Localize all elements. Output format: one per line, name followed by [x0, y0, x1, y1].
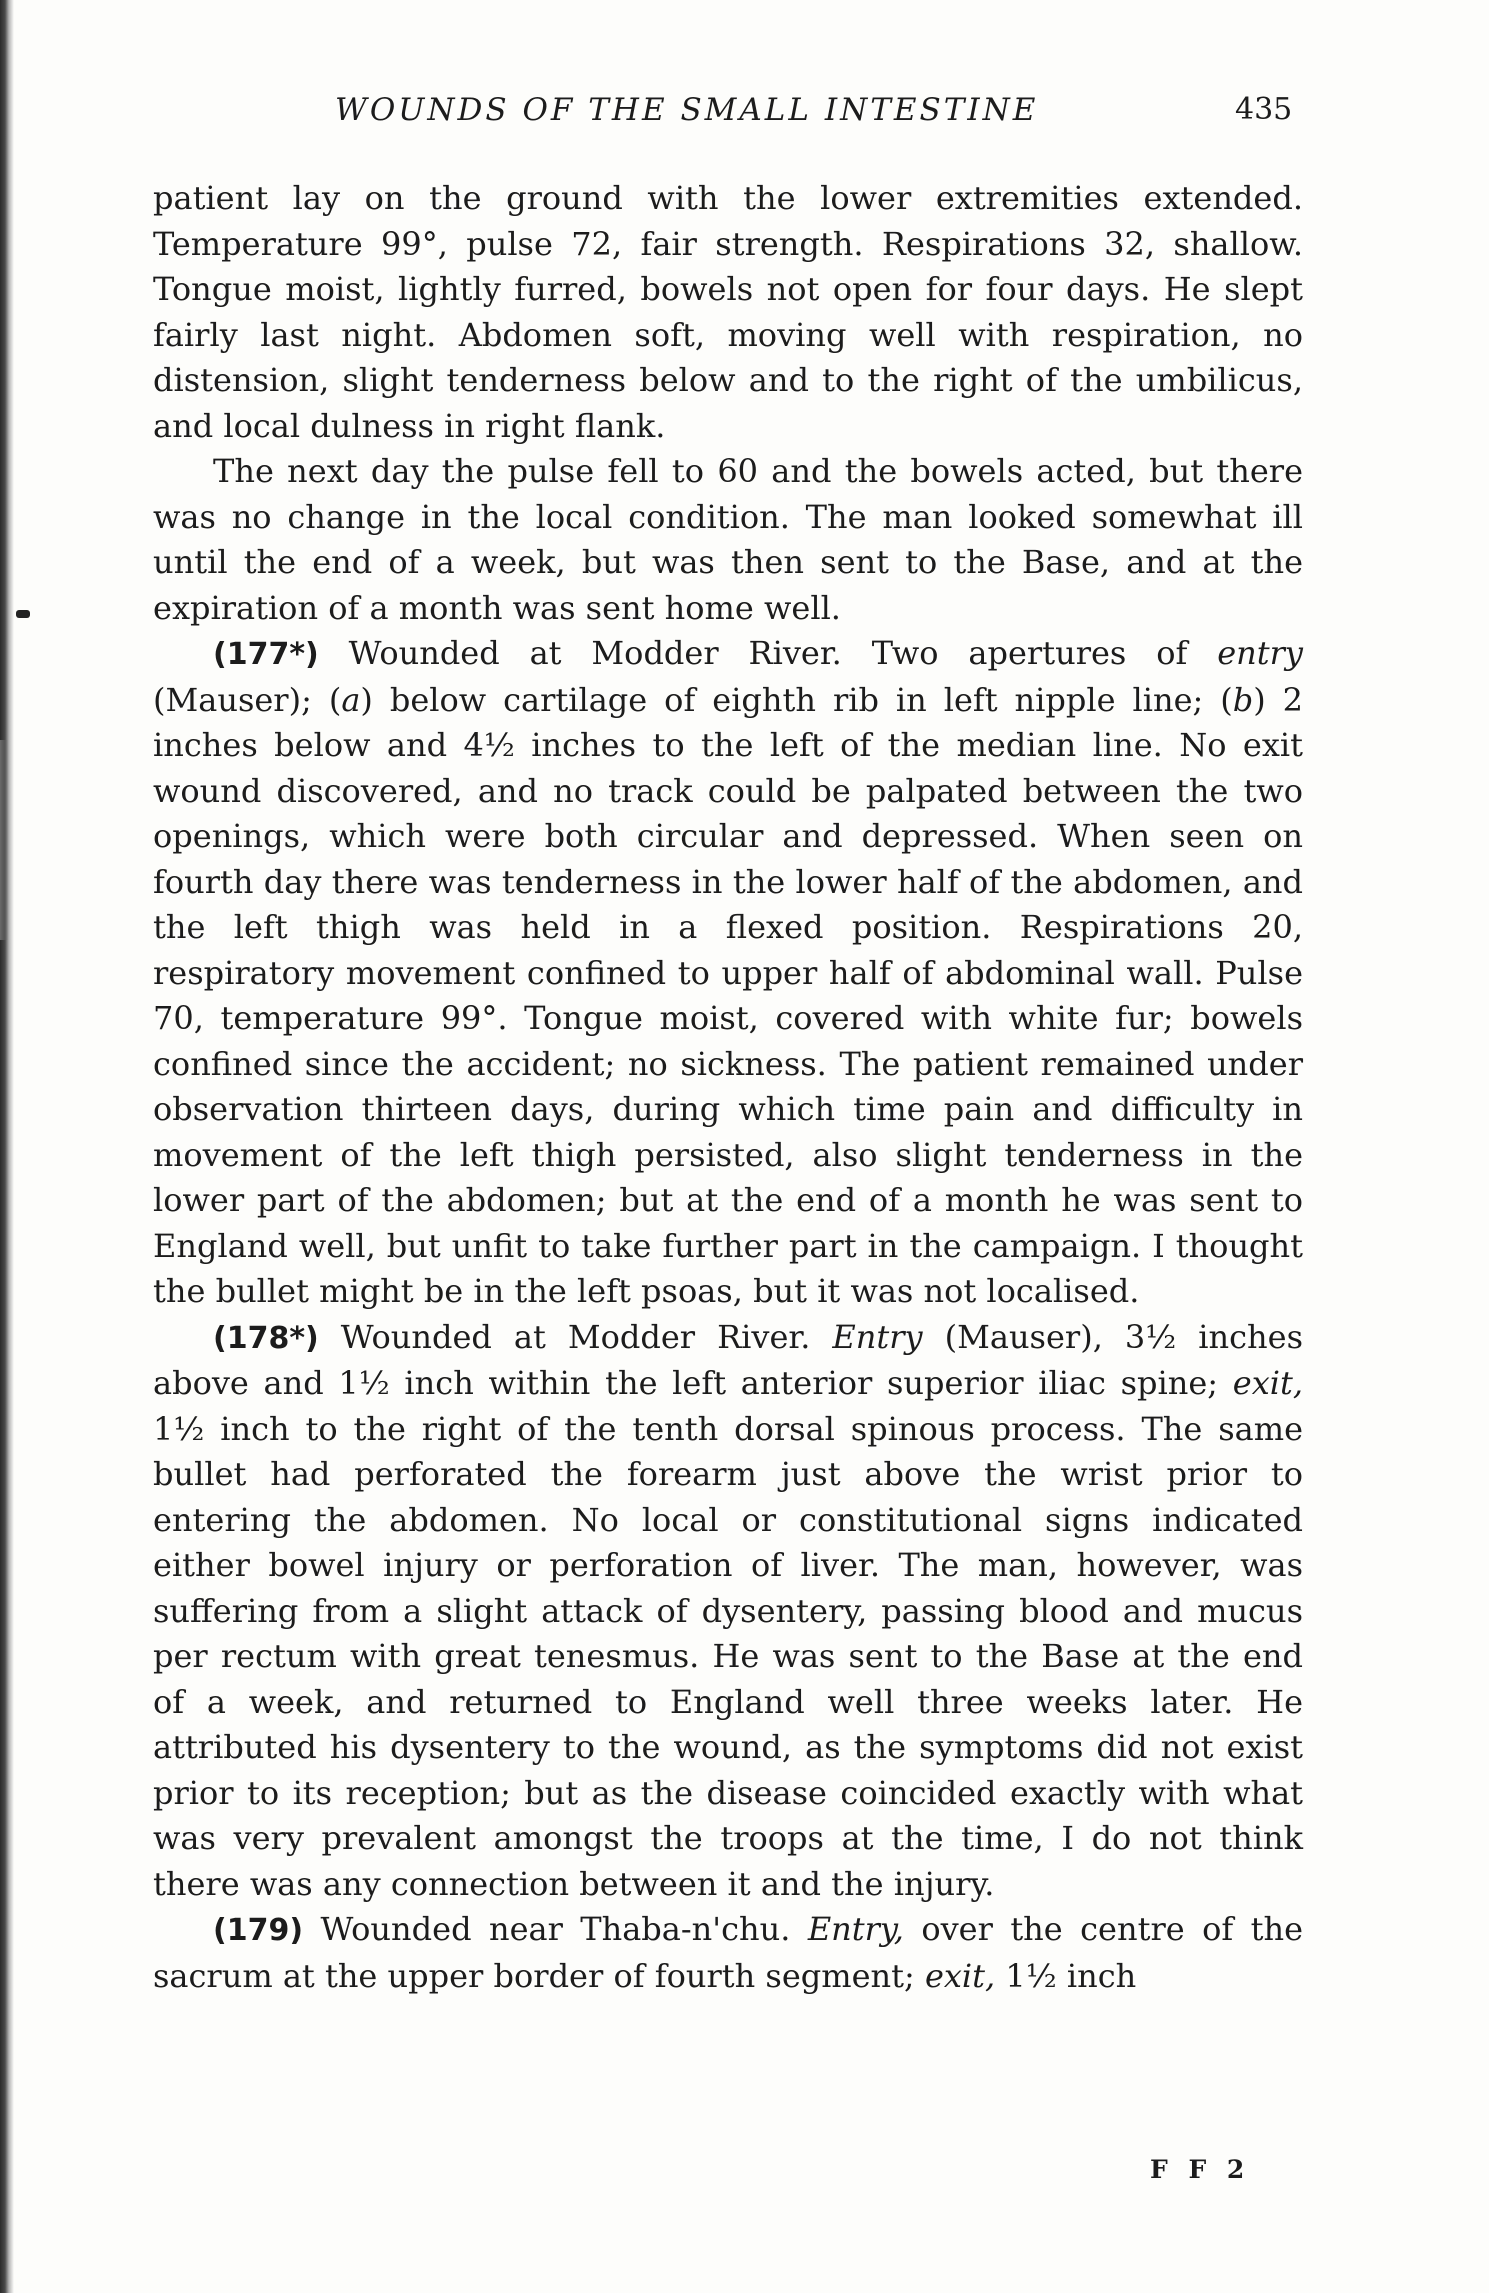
text-run: (Mauser); ( — [153, 680, 342, 719]
text-run: ) 2 inches below and 4½ inches to the left of the median line. No exit wound discovered, and no track could be palpated between the two openings, which were both circular and depressed. When seen on fourth day there was tenderness in the lower half of the abdomen, and the left thigh was held in a flexed position. Respirations 20, respiratory movement confined to upper half of abdominal wall. Pulse 70, temperature 99°. Tongue moist, covered with white fur; bowels confined since the accident; no sickness. The patient remained under observation thirteen days, during which time pain and difficulty in movement of the left thigh persisted, also slight tenderness in the lower part of the abdomen; but at the end of a month he was sent to England well, but unfit to take further part in the campaign. I thought the bullet might be in the left psoas, but it was not localised. — [153, 680, 1304, 1310]
case-number: (177*) — [213, 637, 319, 672]
paragraph-case-179 — [153, 1907, 1303, 1999]
signature-mark: F F 2 — [1150, 2155, 1251, 2184]
italic-run: Entry, — [807, 1910, 904, 1948]
binding-shadow — [0, 740, 8, 940]
page-header — [0, 92, 1489, 132]
paragraph-2: The next day the pulse fell to 60 and the bowels acted, but there was no change in the local condition. The man looked somewhat ill until the end of a week, but was then sent to the Base, and at the expiration of a month was sent home well. — [153, 452, 1303, 627]
text-run: ) below cartilage of eighth rib in left nipple line; ( — [360, 680, 1233, 719]
text-run: Wounded at Modder River. — [318, 1317, 833, 1356]
text-run: Wounded near Thaba-n'chu. — [303, 1910, 808, 1948]
body-text — [153, 176, 1303, 1999]
italic-run: exit, — [1232, 1364, 1303, 1402]
italic-run: Entry — [832, 1317, 923, 1356]
text-run: 1½ inch to the right of the tenth dorsal spinous process. The same bullet had perforated the forearm just above the wrist prior to entering the abdomen. No local or constitutional signs indicated either bowel injury or perforation of liver. The man, however, was suffering from a slight attack of dysentery, passing blood and mucus per rectum with great tenesmus. He was sent to the Base at the end of a week, and returned to England well three weeks later. He attributed his dysentery to the wound, as the symptoms did not exist prior to its reception; but as the disease coincided exactly with what was very prevalent amongst the troops at the time, I do not think there was any connection between it and the injury. — [153, 1409, 1303, 1903]
text-run: 1½ inch — [995, 1956, 1137, 1995]
text-run: Wounded at Modder River. Two apertures of — [318, 634, 1218, 672]
text-run: (Mauser), 3½ inches above and 1½ inch within the left anterior superior iliac spine; — [153, 1317, 1303, 1402]
paragraph-1: patient lay on the ground with the lower extremities extended. Temperature 99°, pulse 72, fair strength. Respirations 32, shallow. Tongue moist, lightly furred, bowels not open for four days. He slept fairly last night. Abdomen soft, moving well with respiration, no distension, slight tenderness below and to the right of the umbilicus, and local dulness in right flank. — [153, 179, 1303, 445]
case-number: (178*) — [213, 1320, 319, 1356]
running-head: WOUNDS OF THE SMALL INTESTINE — [335, 92, 1039, 128]
text-run: over the centre of the sacrum at the upper border of fourth segment; — [153, 1910, 1304, 1995]
italic-run: entry — [1217, 634, 1303, 672]
binding-edge — [0, 0, 14, 2293]
italic-run: a — [341, 680, 361, 719]
italic-run: b — [1232, 680, 1254, 719]
page-number: 435 — [1235, 92, 1293, 127]
paragraph-case-177 — [153, 631, 1303, 1315]
paragraph-case-178 — [153, 1315, 1303, 1908]
case-number: (179) — [213, 1913, 304, 1948]
scan-mark — [16, 610, 30, 618]
italic-run: exit, — [924, 1956, 996, 1995]
